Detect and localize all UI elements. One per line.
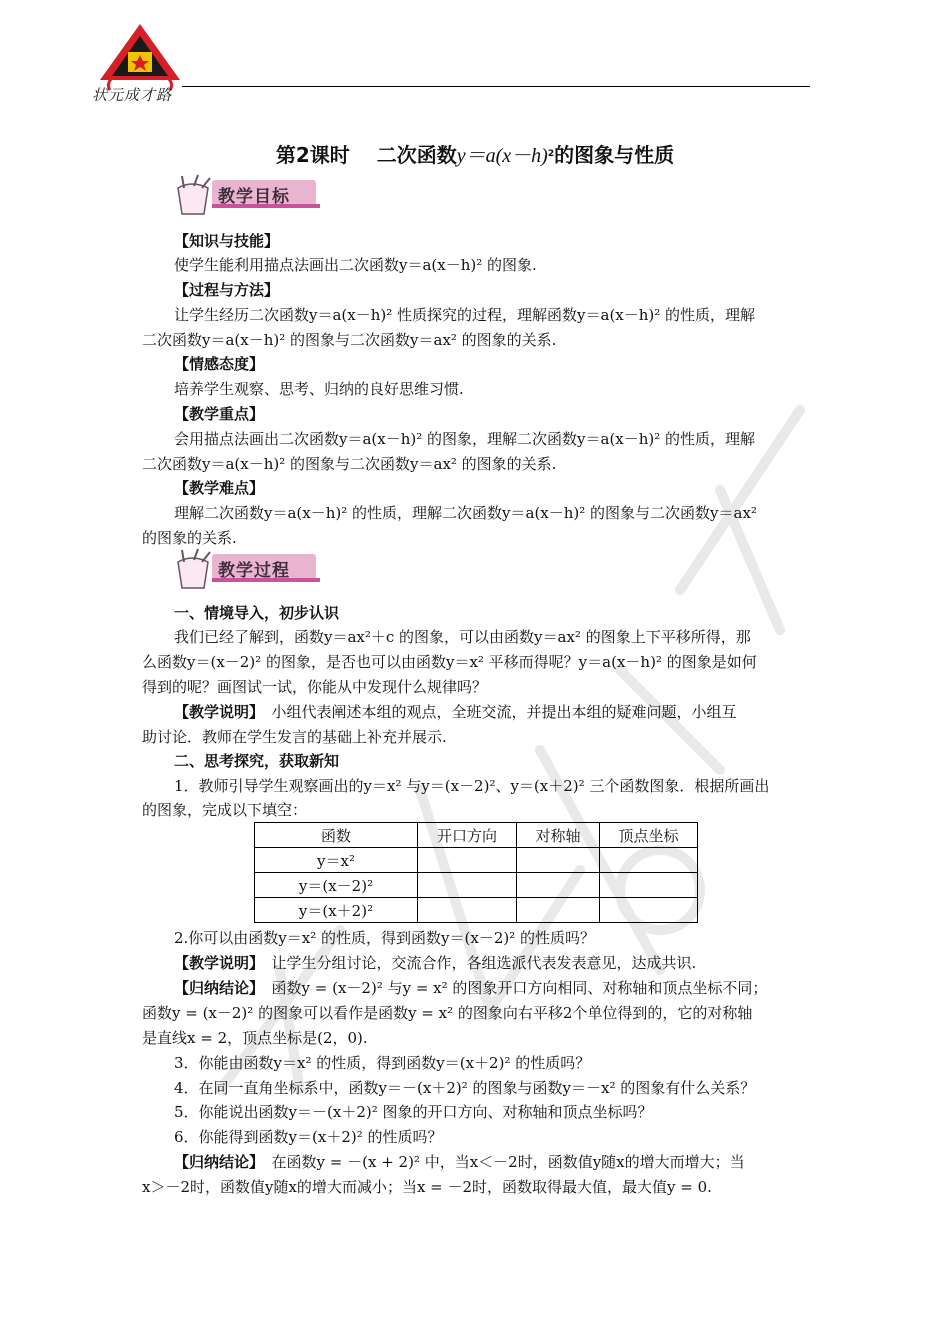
- text-line: 二次函数y＝a(x－h)² 的图象与二次函数y＝ax² 的图象的关系.: [142, 331, 557, 349]
- blank-cell[interactable]: [600, 848, 698, 873]
- teaching-note: 【教学说明】 小组代表阐述本组的观点，全班交流，并提出本组的疑难问题，小组互: [174, 703, 737, 721]
- text-line: 得到的呢？画图试一试，你能从中发现什么规律吗？: [142, 678, 488, 696]
- table-cell: y＝(x＋2)²: [255, 898, 418, 923]
- table-header: 顶点坐标: [600, 823, 698, 848]
- section-banner-process: [172, 548, 320, 590]
- header-rule: [182, 86, 810, 87]
- table-row: [255, 848, 698, 873]
- text-line: 让学生经历二次函数y＝a(x－h)² 性质探究的过程，理解函数y＝a(x－h)² 的性质，理解: [174, 306, 756, 324]
- heading-knowledge: 【知识与技能】: [174, 232, 280, 250]
- blank-cell[interactable]: [517, 848, 600, 873]
- text-line: 3．你能由函数y＝x² 的性质，得到函数y＝(x＋2)² 的性质吗？: [174, 1054, 591, 1072]
- table-cell: y＝x²: [255, 848, 418, 873]
- heading-attitude: 【情感态度】: [174, 355, 265, 373]
- text-line: 的图象的关系.: [142, 529, 237, 547]
- blank-cell[interactable]: [418, 873, 517, 898]
- text-line: 么函数y＝(x－2)² 的图象，是否也可以由函数y＝x² 平移而得呢？y＝a(x－h)² 的图象是如何: [142, 653, 757, 671]
- text-line: 5．你能说出函数y＝－(x＋2)² 图象的开口方向、对称轴和顶点坐标吗？: [174, 1103, 653, 1121]
- text-line: 的图象，完成以下填空：: [142, 801, 308, 819]
- heading-difficulty: 【教学难点】: [174, 479, 265, 497]
- blank-cell[interactable]: [517, 873, 600, 898]
- table-row: [255, 873, 698, 898]
- section-title: 教学过程: [218, 561, 290, 581]
- section-banner-goals: [172, 174, 320, 216]
- table-cell: y＝(x－2)²: [255, 873, 418, 898]
- heading-method: 【过程与方法】: [174, 281, 280, 299]
- page-title: 第2课时 二次函数$y=a(x-h)^2$的图象与性质: [275, 143, 675, 167]
- table-header-row: [255, 823, 698, 848]
- brand-text: 状元成才路: [92, 86, 173, 104]
- teaching-note: 【教学说明】 让学生分组讨论，交流合作，各组选派代表发表意见，达成共识.: [174, 954, 697, 972]
- subsection-heading: 二、思考探究，获取新知: [174, 752, 340, 770]
- text-line: 1．教师引导学生观察画出的y＝x² 与y＝(x－2)²、y＝(x＋2)² 三个函数图象．根据所画出: [174, 777, 770, 795]
- text-line: 培养学生观察、思考、归纳的良好思维习惯.: [174, 380, 464, 398]
- text-line: 使学生能利用描点法画出二次函数y＝a(x－h)² 的图象.: [174, 256, 537, 274]
- blank-cell[interactable]: [418, 898, 517, 923]
- text-line: 我们已经了解到，函数y＝ax²＋c 的图象，可以由函数y＝ax² 的图象上下平移所得，那: [174, 628, 751, 646]
- table-header: 函数: [255, 823, 418, 848]
- text-line: 6．你能得到函数y＝(x＋2)² 的性质吗？: [174, 1128, 443, 1146]
- conclusion: 【归纳结论】 函数y = (x－2)² 与y = x² 的图象开口方向相同、对称轴和顶点坐标不同；: [174, 979, 768, 997]
- subsection-heading: 一、情境导入，初步认识: [174, 604, 340, 622]
- heading-key-point: 【教学重点】: [174, 405, 265, 423]
- blank-cell[interactable]: [418, 848, 517, 873]
- text-line: x＞－2时，函数值y随x的增大而减小；当x = －2时，函数取得最大值，最大值y = 0.: [142, 1178, 712, 1196]
- text-line: 会用描点法画出二次函数y＝a(x－h)² 的图象，理解二次函数y＝a(x－h)² 的性质，理解: [174, 430, 756, 448]
- conclusion: 【归纳结论】 在函数y = －(x + 2)² 中，当x＜－2时，函数值y随x的增大而增大；当: [174, 1153, 745, 1171]
- blank-cell[interactable]: [600, 873, 698, 898]
- table-row: [255, 898, 698, 923]
- text-line: 二次函数y＝a(x－h)² 的图象与二次函数y＝ax² 的图象的关系.: [142, 455, 557, 473]
- fill-in-table: [254, 822, 698, 923]
- text-line: 函数y = (x－2)² 的图象可以看作是函数y = x² 的图象向右平移2个单位得到的，它的对称轴: [142, 1004, 753, 1022]
- text-line: 4．在同一直角坐标系中，函数y＝－(x＋2)² 的图象与函数y＝－x² 的图象有什么关系？: [174, 1079, 756, 1097]
- text-line: 是直线x = 2，顶点坐标是(2，0).: [142, 1029, 368, 1047]
- text-line: 理解二次函数y＝a(x－h)² 的性质，理解二次函数y＝a(x－h)² 的图象与二次函数y＝ax²: [174, 504, 757, 522]
- text-line: 助讨论．教师在学生发言的基础上补充并展示.: [142, 728, 447, 746]
- table-header: 对称轴: [517, 823, 600, 848]
- blank-cell[interactable]: [600, 898, 698, 923]
- blank-cell[interactable]: [517, 898, 600, 923]
- section-title: 教学目标: [218, 187, 290, 207]
- table-header: 开口方向: [418, 823, 517, 848]
- text-line: 2.你可以由函数y＝x² 的性质，得到函数y＝(x－2)² 的性质吗？: [174, 929, 595, 947]
